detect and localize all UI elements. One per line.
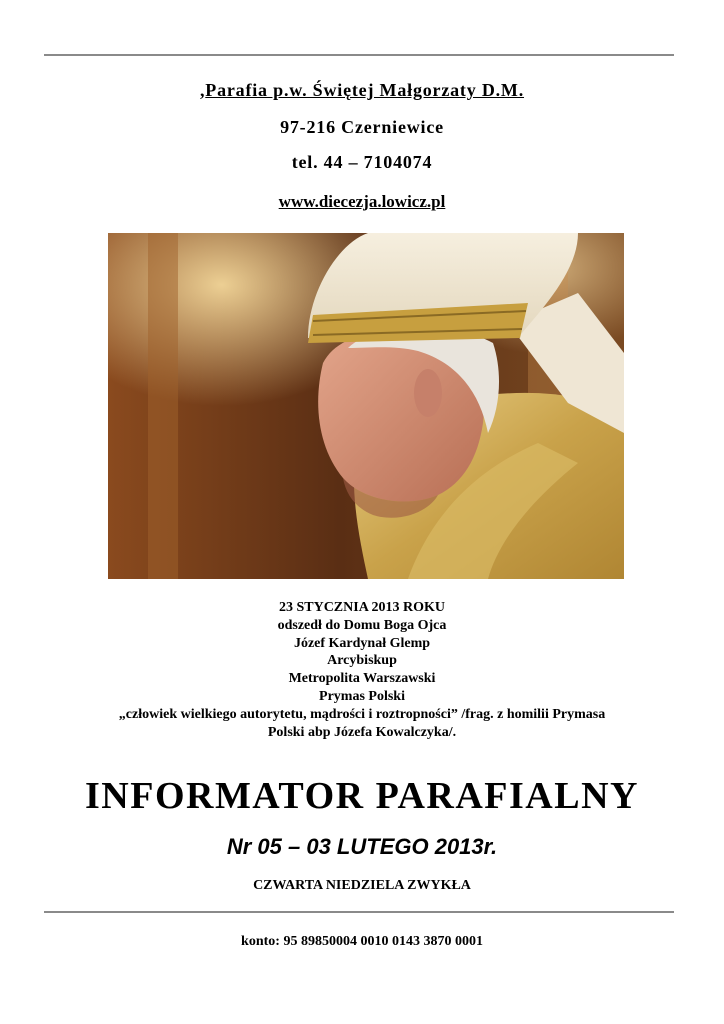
memorial-notice [0,599,724,741]
parish-name-text: Parafia p.w. Świętej Małgorzaty D.M. [205,80,525,100]
postal-address: 97-216 Czerniewice [280,117,444,137]
phone-number: tel. 44 – 7104074 [291,152,433,172]
liturgical-sunday: CZWARTA NIEDZIELA ZWYKŁA [253,878,471,893]
memorial-line: Arcybiskup [327,653,397,669]
memorial-line: Prymas Polski [319,688,405,704]
bottom-divider [44,911,674,913]
bulletin-title: INFORMATOR PARAFIALNY [85,775,639,817]
cardinal-photo [108,233,624,579]
bank-account: konto: 95 89850004 0010 0143 3870 0001 [241,934,483,949]
parish-name [0,80,724,101]
memorial-line: Metropolita Warszawski [288,671,436,687]
memorial-quote: „człowiek wielkiego autorytetu, mądrości i roztropności” /frag. z homilii Prymasa [118,706,606,722]
parish-prefix: , [199,80,206,100]
memorial-quote-source: Polski abp Józefa Kowalczyka/. [267,724,457,740]
top-divider [44,54,674,56]
website-link[interactable]: www.diecezja.lowicz.pl [278,192,446,211]
memorial-line: odszedł do Domu Boga Ojca [277,617,447,633]
issue-number-date: Nr 05 – 03 LUTEGO 2013r. [226,834,498,859]
memorial-line: Józef Kardynał Glemp [293,635,431,651]
memorial-line: 23 STYCZNIA 2013 ROKU [278,600,446,615]
